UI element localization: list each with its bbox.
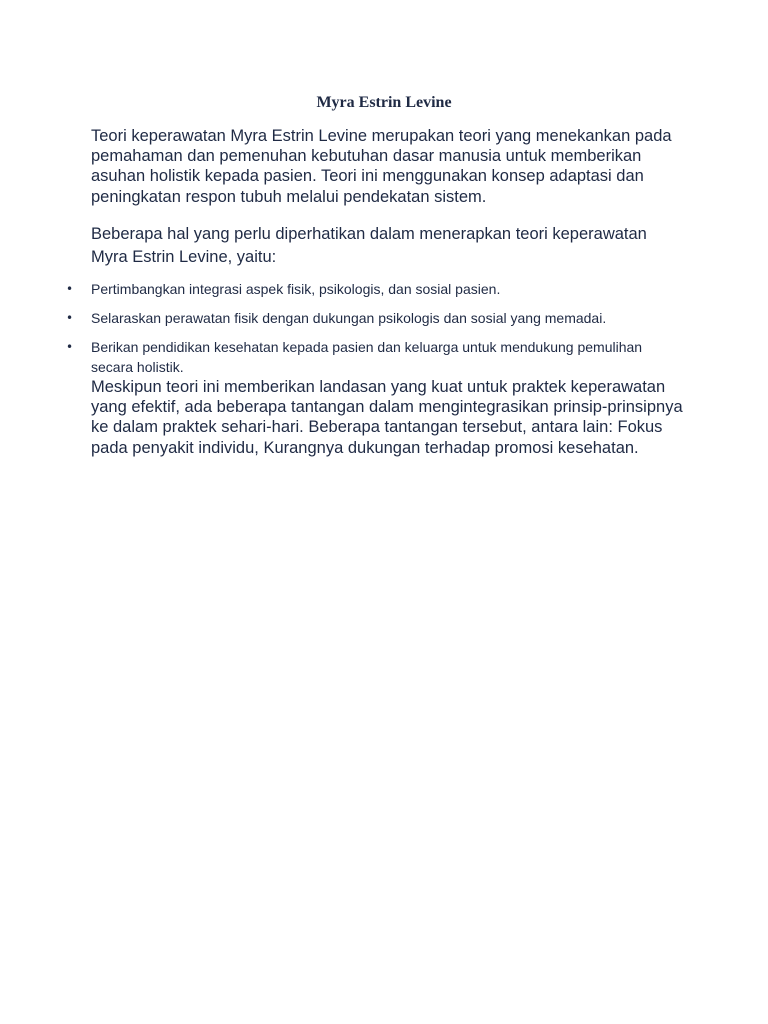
list-item-text: Selaraskan perawatan fisik dengan dukungan psikologis dan sosial yang memadai. xyxy=(91,310,607,326)
document-title: Myra Estrin Levine xyxy=(316,94,452,111)
challenges-paragraph: Meskipun teori ini memberikan landasan yang kuat untuk praktek keperawatan yang efektif, ada beberapa tantangan dalam mengintegrasikan prinsip-prinsipnya ke dalam praktek sehari-hari. Beberapa tantangan tersebut, antara lain: Fokus pada penyakit individu, Kurangnya dukungan terhadap promosi kesehatan. xyxy=(91,378,683,457)
bullet-icon: • xyxy=(66,282,74,296)
intro-paragraph: Teori keperawatan Myra Estrin Levine merupakan teori yang menekankan pada pemahaman dan pemenuhan kebutuhan dasar manusia untuk memberikan asuhan holistik kepada pasien. Teori ini menggunakan konsep adaptasi dan peningkatan respon tubuh melalui pendekatan sistem. xyxy=(91,127,672,206)
list-intro-paragraph: Beberapa hal yang perlu diperhatikan dalam menerapkan teori keperawatan Myra Estrin Levine, yaitu: xyxy=(91,225,647,266)
list-item-text: Berikan pendidikan kesehatan kepada pasien dan keluarga untuk mendukung pemulihan secara holistik. xyxy=(91,339,643,375)
list-item-text: Pertimbangkan integrasi aspek fisik, psikologis, dan sosial pasien. xyxy=(91,281,501,297)
bullet-icon: • xyxy=(66,340,74,354)
bullet-icon: • xyxy=(66,311,74,325)
